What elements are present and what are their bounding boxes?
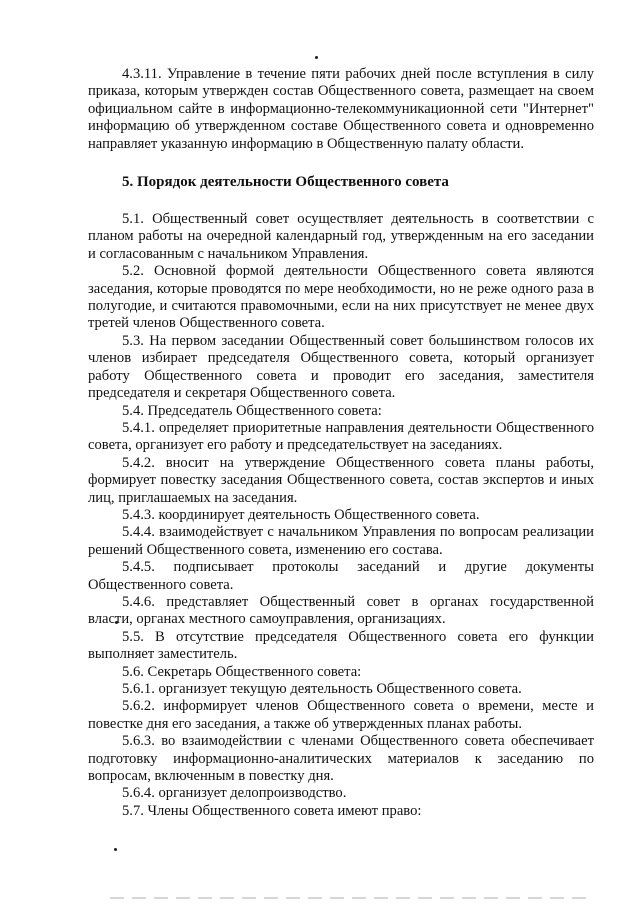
paragraph: 5.4.6. представляет Общественный совет в органах государственной власти, органах местного самоуправления, организациях. xyxy=(88,593,594,628)
section-heading: 5. Порядок деятельности Общественного совета xyxy=(122,174,449,191)
paragraph: 5.4.4. взаимодействует с начальником Управления по вопросам реализации решений Общественного совета, изменению его состава. xyxy=(88,524,594,558)
paragraph: 5.6.4. организует делопроизводство. xyxy=(122,785,347,802)
paragraph: 5.4.1. определяет приоритетные направления деятельности Общественного совета, организует его работу и председательствует на заседаниях. xyxy=(88,419,594,454)
scan-edge-artifact xyxy=(110,897,590,899)
paragraph: 5.4.2. вносит на утверждение Общественного совета планы работы, формирует повестку заседания Общественного совета, состав экспертов и иных лиц, приглашаемых на заседания. xyxy=(88,454,594,506)
paragraph: 5.6.1. организует текущую деятельность Общественного совета. xyxy=(122,681,522,697)
scan-speck xyxy=(114,848,117,851)
paragraph: 5.2. Основной формой деятельности Общественного совета являются заседания, которые проводятся по мере необходимости, но не реже одного раза в полугодие, и считаются правомочными, если на них присутствует не менее двух третей членов Общественного совета. xyxy=(88,263,594,332)
paragraph: 5.3. На первом заседании Общественный совет большинством голосов их членов избирает председателя Общественного совета, который организует работу Общественного совета и проводит его заседания, заместителя председателя и секретаря Общественного совета. xyxy=(88,332,594,402)
paragraph: 5.4.3. координирует деятельность Общественного совета. xyxy=(122,506,480,523)
paragraph: 5.1. Общественный совет осуществляет деятельность в соответствии с планом работы на очередной календарный год, утвержденным на его заседании и согласованным с начальником Управления. xyxy=(88,211,594,262)
paragraph: 5.4.5. подписывает протоколы заседаний и другие документы Общественного совета. xyxy=(88,559,594,593)
paragraph: 5.6.2. информирует членов Общественного совета о времени, месте и повестке дня его заседания, а также об утвержденных планах работы. xyxy=(88,698,594,732)
paragraph: 5.5. В отсутствие председателя Общественного совета его функции выполняет заместитель. xyxy=(88,628,594,663)
document-body xyxy=(88,66,594,820)
paragraph-4-3-11: 4.3.11. Управление в течение пяти рабочих дней после вступления в силу приказа, которым утвержден состав Общественного совета, размещает на своем официальном сайте в информационно-телекоммуникационной сети "Интернет" информацию об утвержденном составе Общественного совета и одновременно направляет указанную информацию в Общественную палату области. xyxy=(88,66,594,152)
scan-speck xyxy=(315,56,318,59)
paragraph: 5.7. Члены Общественного совета имеют право: xyxy=(122,802,422,819)
paragraph: 5.6.3. во взаимодействии с членами Общественного совета обеспечивает подготовку информационно-аналитических материалов к заседанию по вопросам, включенным в повестку дня. xyxy=(88,733,594,785)
paragraph: 5.4. Председатель Общественного совета: xyxy=(122,402,382,419)
paragraph: 5.6. Секретарь Общественного совета: xyxy=(122,663,362,680)
